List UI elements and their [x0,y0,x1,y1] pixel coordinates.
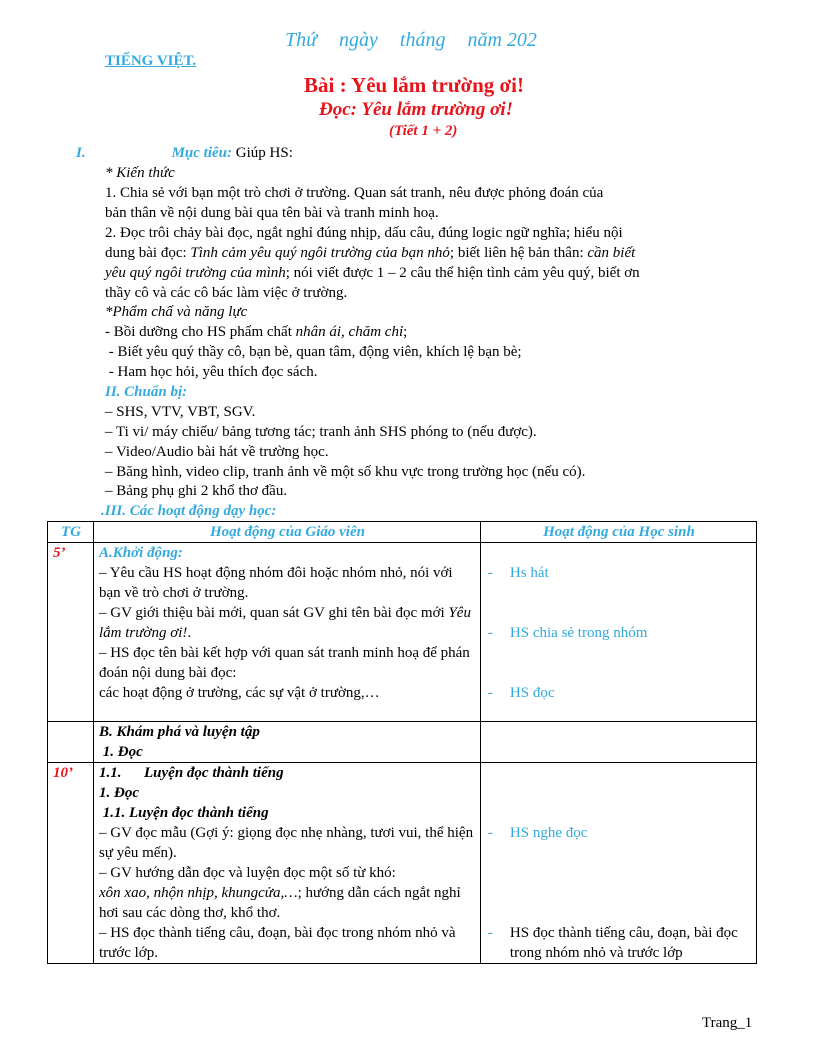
date-nam: năm 202 [467,29,537,51]
column-header-student: Hoạt động của Học sinh [480,522,756,543]
period-label: (Tiết 1 + 2) [389,123,458,139]
student-activity [486,683,752,703]
activities-table [47,521,757,964]
knowledge-line: bản thân về nội dung bài qua tên bài và tranh minh hoạ. [105,205,439,221]
preparation-item: – Băng hình, video clip, tranh ảnh về một số khu vực trong trường học (nếu có). [105,464,586,480]
text-run: ; hướng dẫn cách ngắt nghỉ hơi sau các dòng thơ, khổ thơ. [99,885,461,921]
date-thu: Thứ [285,29,318,51]
bullet-dash: - [487,925,493,941]
quality-line [105,322,407,342]
text-run: yêu quý ngôi trường của mình [105,265,286,281]
text-run: – GV giới thiệu bài mới, quan sát GV ghi tên bài đọc mới [99,605,449,621]
teacher-cell [94,722,481,763]
text-run: - Bồi dưỡng cho HS phẩm chất [105,324,296,340]
section-title: B. Khám phá và luyện tập [99,724,260,740]
student-cell [480,543,756,722]
text-run: Yêu lắm trường ơi! [99,605,471,641]
section-title: A.Khởi động: [99,545,183,561]
preparation-item: – Ti vi/ máy chiếu/ bảng tương tác; tranh ảnh SHS phóng to (nếu được). [105,424,537,440]
date-line [285,28,559,52]
quality-heading: *Phẩm chấ và năng lực [105,304,248,320]
teacher-cell [94,543,481,722]
knowledge-line: 2. Đọc trôi chảy bài đọc, ngắt nghỉ đúng nhịp, dấu câu, đúng logic ngữ nghĩa; hiểu nội [105,225,623,241]
teacher-activity [99,883,476,923]
section-subtitle: 1.1. Luyện đọc thành tiếng [99,805,269,821]
teacher-activity: – HS đọc thành tiếng câu, đoạn, bài đọc trong nhóm nhỏ và trước lớp. [99,925,456,961]
objectives-heading [76,143,293,163]
table-header-row [48,522,757,543]
text-run: . [187,625,192,641]
student-cell [480,763,756,964]
text-run: xôn xao, nhộn nhịp, khungcửa,… [99,885,298,901]
knowledge-heading: * Kiến thức [105,165,175,181]
text-run: ; nói viết được 1 – 2 câu thể hiện tình cảm yêu quý, biết ơn [285,265,640,281]
text-run: nhân ái, chăm chỉ [295,324,404,340]
text-run: ; [403,324,408,340]
student-text: Hs hát [509,565,549,581]
lesson-title: Bài : Yêu lắm trường ơi! [304,73,524,97]
date-ngay: ngày [339,29,378,51]
text-run: ; biết liên hệ bản thân: [449,245,588,261]
teacher-activity: các hoạt động ở trường, các sự vật ở trường,… [99,685,380,701]
student-activity [486,623,752,643]
objectives-label-rest: Giúp HS: [232,145,293,161]
column-header-tg: TG [48,522,94,543]
section-subtitle: 1. Đọc [99,744,143,760]
text-run: Tình cảm yêu quý ngôi trường của bạn nhỏ [190,245,450,261]
student-text: HS chia sẻ trong nhóm [509,625,648,641]
teacher-cell [94,763,481,964]
knowledge-line [105,243,635,263]
activities-heading: .III. Các hoạt động dạy học: [101,503,277,519]
student-activity [486,923,752,963]
preparation-item: – Bảng phụ ghi 2 khổ thơ đầu. [105,483,288,499]
bullet-dash: - [487,825,493,841]
objectives-label: Mục tiêu: [171,145,233,161]
subject-label: TIẾNG VIỆT. [105,53,197,69]
teacher-activity: – GV đọc mẫu (Gợi ý: giọng đọc nhẹ nhàng, tươi vui, thể hiện sự yêu mến). [99,825,474,861]
student-text: HS nghe đọc [509,825,588,841]
table-row [48,722,757,763]
student-cell [480,722,756,763]
student-text: HS đọc thành tiếng câu, đoạn, bài đọc trong nhóm nhỏ và trước lớp [509,925,738,961]
knowledge-line: 1. Chia sẻ với bạn một trò chơi ở trường. Quan sát tranh, nêu được phỏng đoán của [105,185,604,201]
student-activity [486,563,752,583]
column-header-teacher: Hoạt động của Giáo viên [94,522,481,543]
bullet-dash: - [487,565,493,581]
section-subtitle: 1. Đọc [99,785,139,801]
date-thang: tháng [399,29,446,51]
time-cell [48,543,94,722]
bullet-dash: - [487,685,493,701]
table-row [48,763,757,964]
text-run: dung bài đọc: [105,245,191,261]
reading-title: Đọc: Yêu lắm trường ơi! [319,99,513,120]
time-cell [48,763,94,964]
teacher-activity: – Yêu cầu HS hoạt động nhóm đôi hoặc nhóm nhỏ, nói với bạn về trò chơi ở trường. [99,565,453,601]
time-value: 5’ [53,545,66,561]
objectives-roman: I. [76,145,86,161]
student-text: HS đọc [509,685,555,701]
teacher-activity: – HS đọc tên bài kết hợp với quan sát tranh minh hoạ để phán đoán nội dung bài đọc: [99,645,470,681]
knowledge-line [105,263,640,283]
bullet-dash: - [487,625,493,641]
section-title: 1.1. Luyện đọc thành tiếng [99,765,284,781]
table-row [48,543,757,722]
quality-line: - Ham học hỏi, yêu thích đọc sách. [105,364,318,380]
student-activity [486,823,752,843]
time-value: 10’ [53,765,73,781]
text-run: cần biết [587,245,636,261]
quality-line: - Biết yêu quý thầy cô, bạn bè, quan tâm, động viên, khích lệ bạn bè; [105,344,522,360]
teacher-activity: – GV hướng dẫn đọc và luyện đọc một số từ khó: [99,865,396,881]
time-cell [48,722,94,763]
teacher-activity [99,603,476,643]
preparation-item: – Video/Audio bài hát về trường học. [105,444,329,460]
preparation-item: – SHS, VTV, VBT, SGV. [105,404,256,420]
preparation-heading: II. Chuẩn bị: [105,384,188,400]
page-number: Trang_1 [702,1015,753,1031]
knowledge-line: thầy cô và các cô bác làm việc ở trường. [105,285,348,301]
